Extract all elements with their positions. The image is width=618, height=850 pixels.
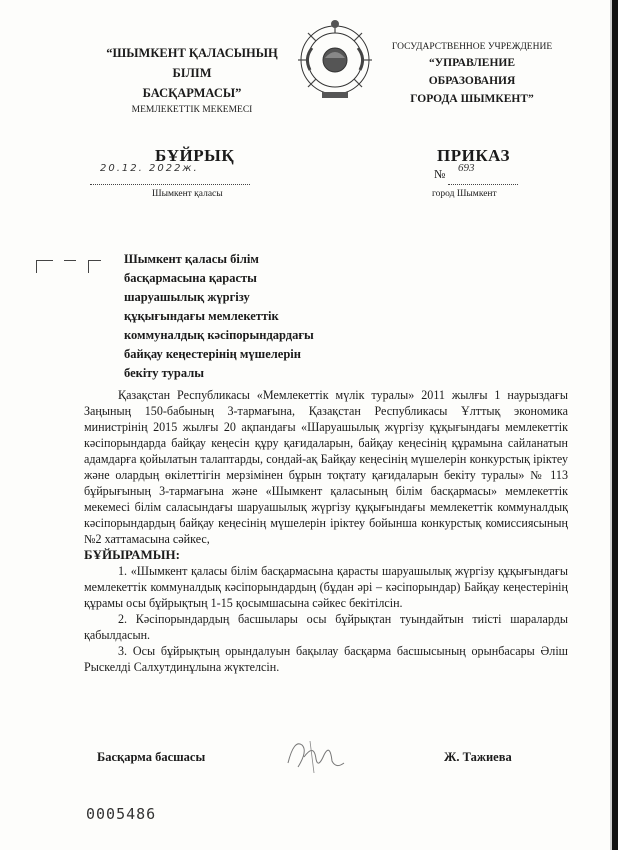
subject-line: коммуналдық кәсіпорындардағы [124, 328, 314, 342]
signatory-name: Ж. Тажиева [444, 750, 512, 764]
order-date: 20.12. 2022ж. [100, 163, 199, 174]
subject-line: басқармасына қарасты [124, 271, 257, 285]
order-title-kz: БҰЙРЫҚ [155, 146, 235, 165]
handwritten-signature [280, 733, 350, 777]
order-number: 693 [458, 162, 475, 174]
serial-number: 0005486 [86, 805, 157, 823]
signatory-role: Басқарма басшасы [97, 750, 206, 764]
order-body [84, 387, 568, 675]
order-title-ru: ПРИКАЗ [437, 146, 510, 165]
city-kz: Шымкент қаласы [152, 189, 223, 199]
header-right-line1: “УПРАВЛЕНИЕ [428, 57, 516, 69]
order-item-2: 2. Кәсіпорындардың басшылары осы бұйрықтан туындайтын тиісті шараларды қабылдасын. [84, 612, 568, 642]
header-right-line3: ГОРОДА ШЫМКЕНТ” [410, 93, 534, 105]
preamble-paragraph: Қазақстан Республикасы «Мемлекеттік мүлік туралы» 2011 жылғы 1 наурыздағы Заңының 150-бабының 3-тармағына, Қазақстан Республикасы Ұлттық экономика министрінің 2015 жылғы 20 ақпандағы «Шаруашылық жүргізу құқығындағы мемлекеттік кәсіпорындарда байқау кеңесін құру қағидаларын, байқау кеңесінің құрамына сайланатын адамдарға қойылатын талаптарды, сондай-ақ Байқау кеңесінің мүшелерін конкурстық іріктеу және олардың өкілеттігін мерзімінен бұрын тоқтату қағидаларын бекіту туралы» № 113 бұйрығының 3-тармағына және «Шымкент қаласының білім басқармасы» мемлекеттік мекемесі білім саласындағы шаруашылық жүргізу құқығындағы мемлекеттік коммуналдық кәсіпорындардың байқау кеңесінің мүшелерін іріктеу бойынша конкурстық комиссиясының №2 хаттамасына сәйкес, [84, 388, 568, 546]
header-left-line1: “ШЫМКЕНТ ҚАЛАСЫНЫҢ [106, 46, 278, 60]
subject-line: шаруашылық жүргізу [124, 290, 250, 304]
subject-line: бекіту туралы [124, 366, 204, 380]
corner-mark [36, 260, 53, 273]
subject-line: байқау кеңестерінің мүшелерін [124, 347, 301, 361]
header-left-sub: МЕМЛЕКЕТТІК МЕКЕМЕСІ [131, 105, 253, 115]
order-item-3: 3. Осы бұйрықтың орындалуын бақылау басқарма басшысының орынбасары Әліш Рыскелді Салхутдинұлына жүктелсін. [84, 644, 568, 674]
corner-mark [88, 260, 101, 273]
header-left-kz [92, 43, 292, 117]
order-command: БҰЙЫРАМЫН: [84, 547, 181, 562]
subject-line: құқығындағы мемлекеттік [124, 309, 279, 323]
header-right-line2: ОБРАЗОВАНИЯ [428, 75, 516, 87]
city-ru: город Шымкент [432, 189, 497, 199]
subject-line: Шымкент қаласы білім [124, 252, 259, 266]
number-sign: № [434, 167, 446, 181]
corner-mark [64, 260, 76, 261]
header-right-top: ГОСУДАРСТВЕННОЕ УЧРЕЖДЕНИЕ [391, 42, 553, 52]
order-item-1: 1. «Шымкент қаласы білім басқармасына қарасты шаруашылық жүргізу құқығындағы мемлекеттік коммуналдық кәсіпорындардың (бұдан әрі – кәсіпорындар) Байқау кеңестерінің құрамы осы бұйрықтың 1-15 қосымшасына сәйкес бекітілсін. [84, 564, 568, 610]
header-left-line3: БАСҚАРМАСЫ” [142, 86, 242, 100]
header-left-line2: БІЛІМ [172, 66, 212, 80]
header-right-ru [378, 40, 566, 108]
order-subject [124, 250, 374, 383]
state-emblem-icon [296, 14, 374, 104]
